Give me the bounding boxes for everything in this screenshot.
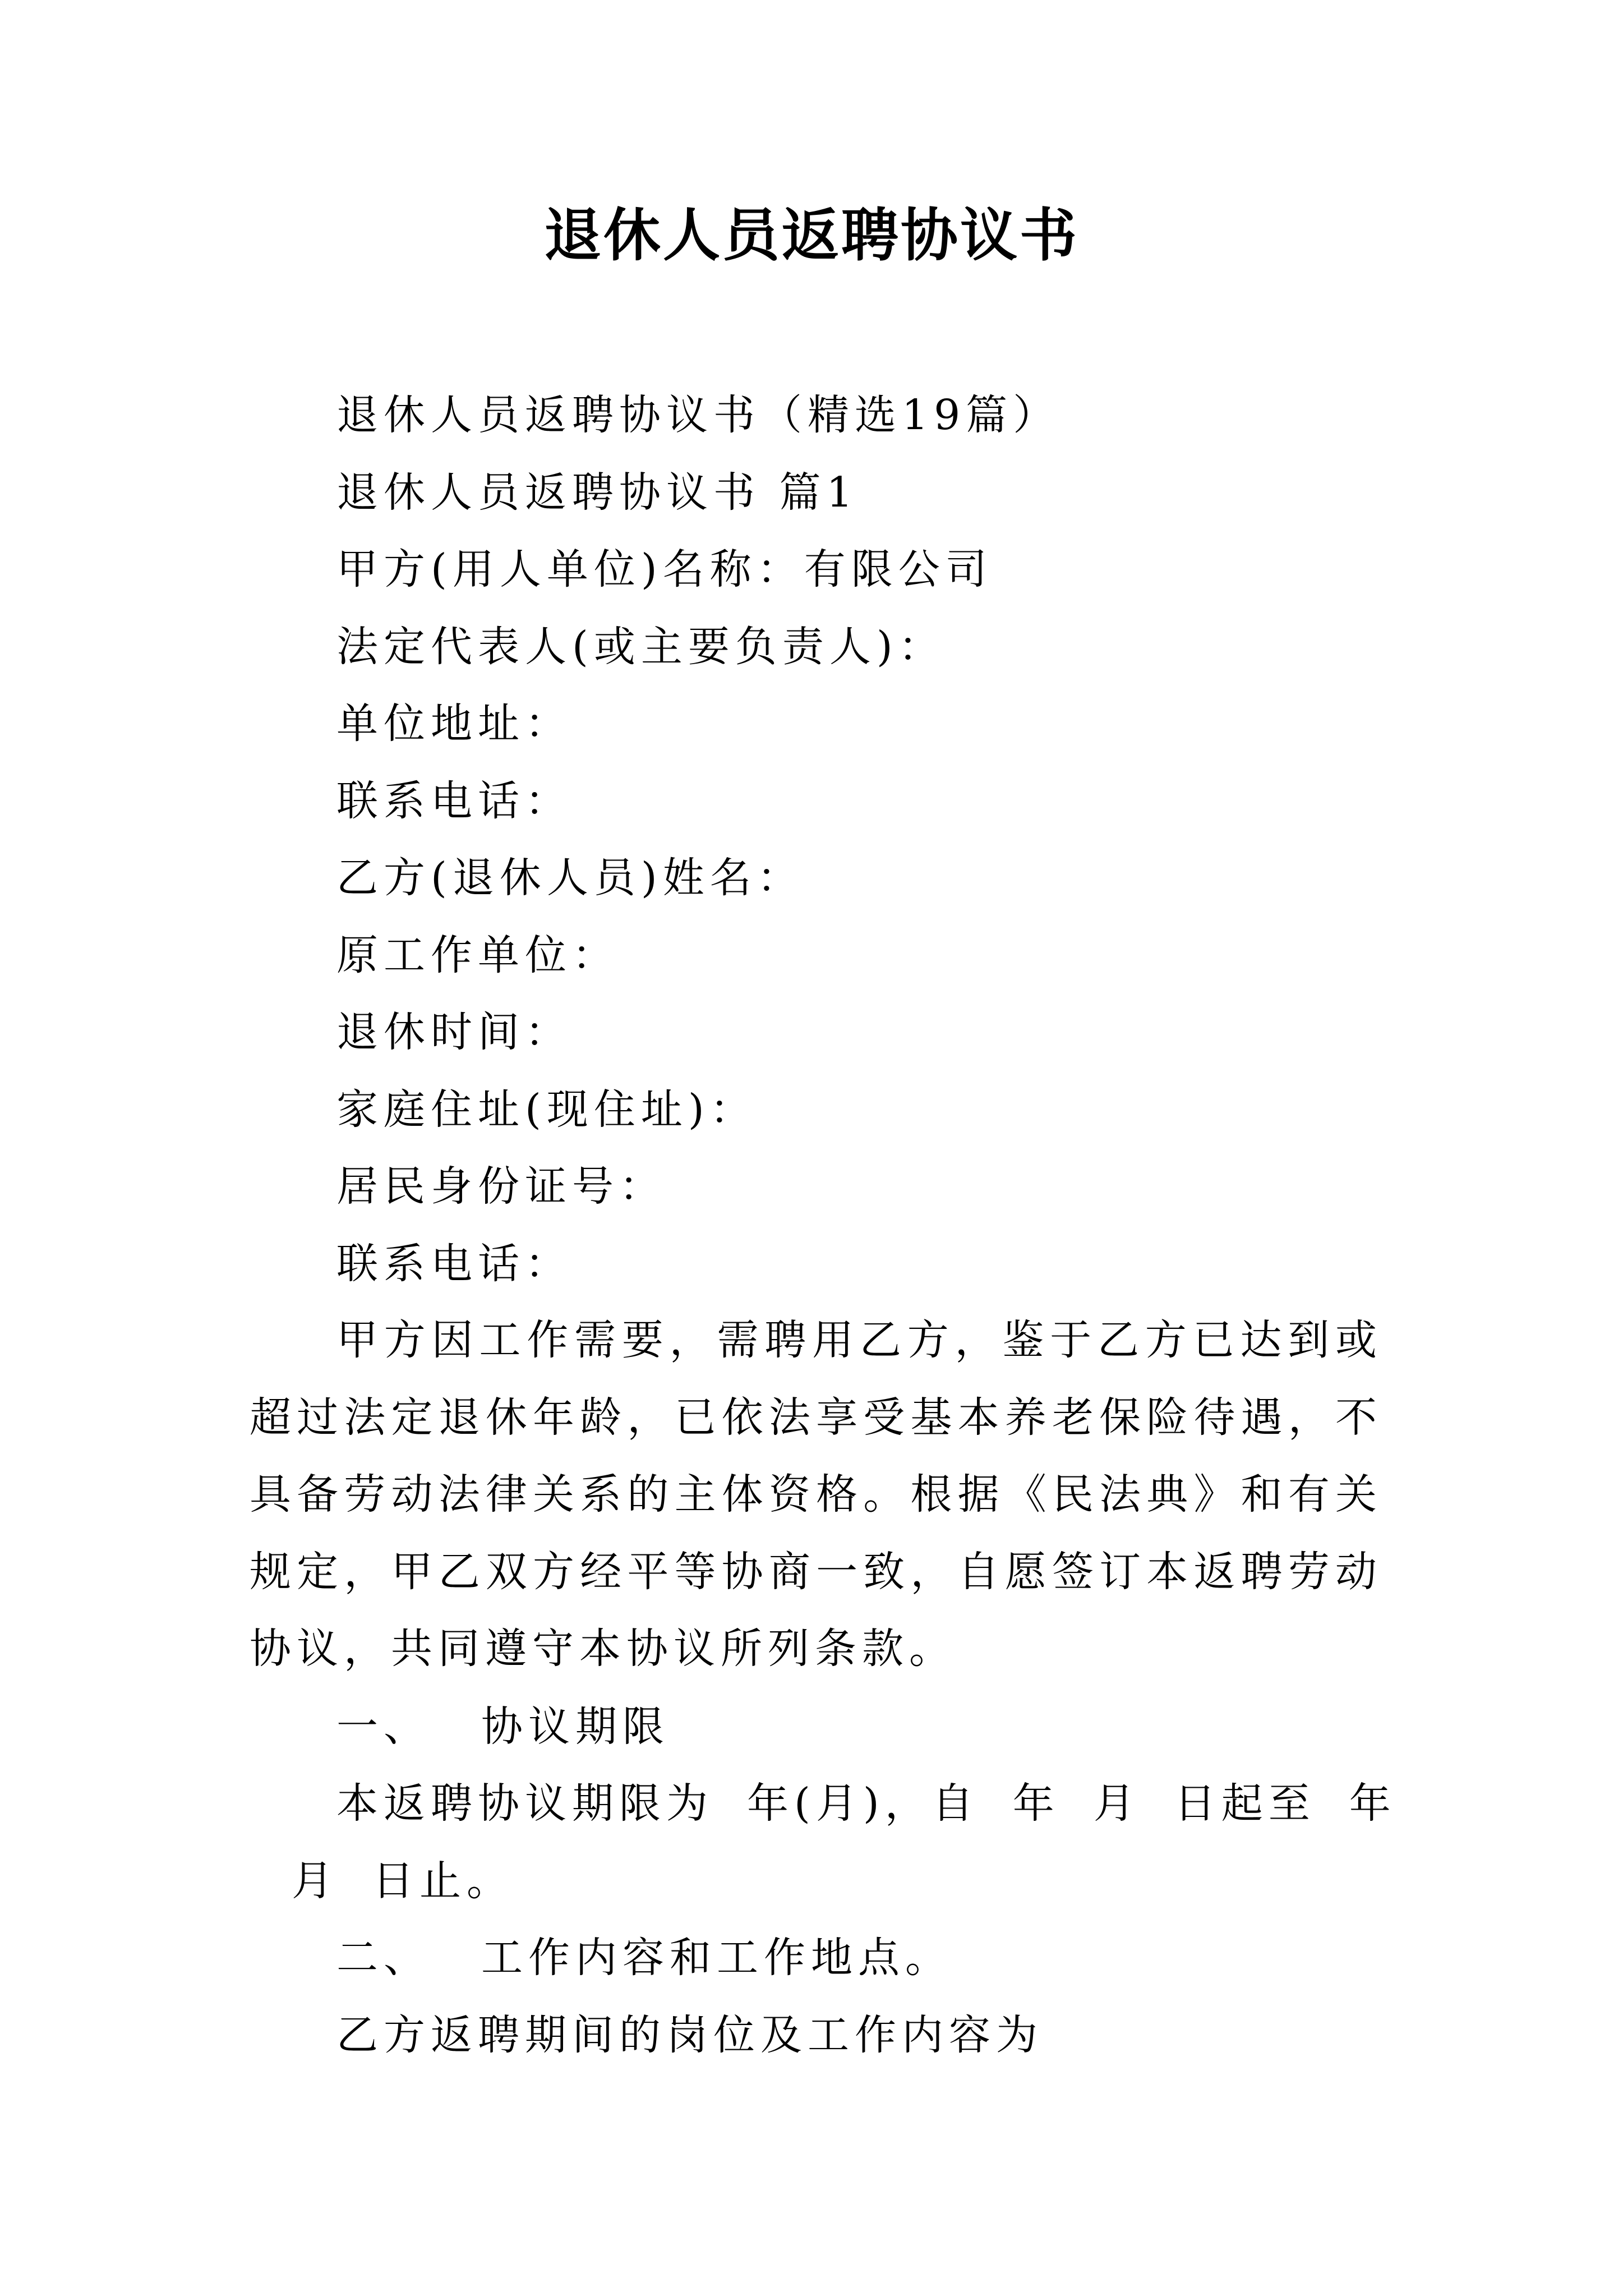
section-title: 协议期限 [481, 1703, 670, 1751]
term-text: 年(月)，自 [747, 1779, 979, 1828]
retirement-date: 退休时间： [336, 1008, 572, 1056]
term-sentence-continued [292, 1853, 514, 1909]
former-employer: 原工作单位： [336, 931, 619, 979]
section-1-heading [336, 1699, 670, 1755]
legal-representative: 法定代表人(或主要负责人)： [336, 623, 946, 671]
document-title: 退休人员返聘协议书 [544, 202, 1079, 269]
position-line: 乙方返聘期间的岗位及工作内容为 [336, 2011, 1043, 2059]
home-address: 家庭住址(现住址)： [336, 1085, 757, 1134]
section-2-heading [336, 1930, 952, 1986]
section-title: 工作内容和工作地点。 [481, 1934, 952, 1982]
article-heading: 退休人员返聘协议书 篇1 [336, 468, 859, 517]
id-number: 居民身份证号： [336, 1162, 666, 1211]
term-text: 年 [1012, 1779, 1060, 1828]
section-number: 二、 [336, 1934, 431, 1982]
term-text: 月 [1093, 1779, 1141, 1828]
party-a-phone: 联系电话： [336, 777, 572, 825]
term-text: 本返聘协议期限为 [336, 1779, 713, 1828]
term-text: 日止。 [372, 1857, 514, 1905]
term-text: 月 [292, 1857, 339, 1905]
term-text: 日起至 [1174, 1779, 1316, 1828]
party-b-name: 乙方(退休人员)姓名： [336, 854, 804, 902]
party-a-address: 单位地址： [336, 700, 572, 748]
party-b-phone: 联系电话： [336, 1240, 572, 1288]
term-text: 年 [1349, 1779, 1396, 1828]
term-sentence [336, 1775, 1396, 1832]
subtitle-line: 退休人员返聘协议书（精选19篇） [336, 391, 1061, 439]
intro-paragraph: 甲方因工作需要，需聘用乙方，鉴于乙方已达到或超过法定退休年龄，已依法享受基本养老保险待遇，不具备劳动法律关系的主体资格。根据《民法典》和有关规定，甲乙双方经平等协商一致，自愿签订本返聘劳动协议，共同遵守本协议所列条款。 [250, 1316, 1382, 1673]
party-a-name: 甲方(用人单位)名称：有限公司 [336, 545, 993, 593]
section-number: 一、 [336, 1703, 431, 1751]
